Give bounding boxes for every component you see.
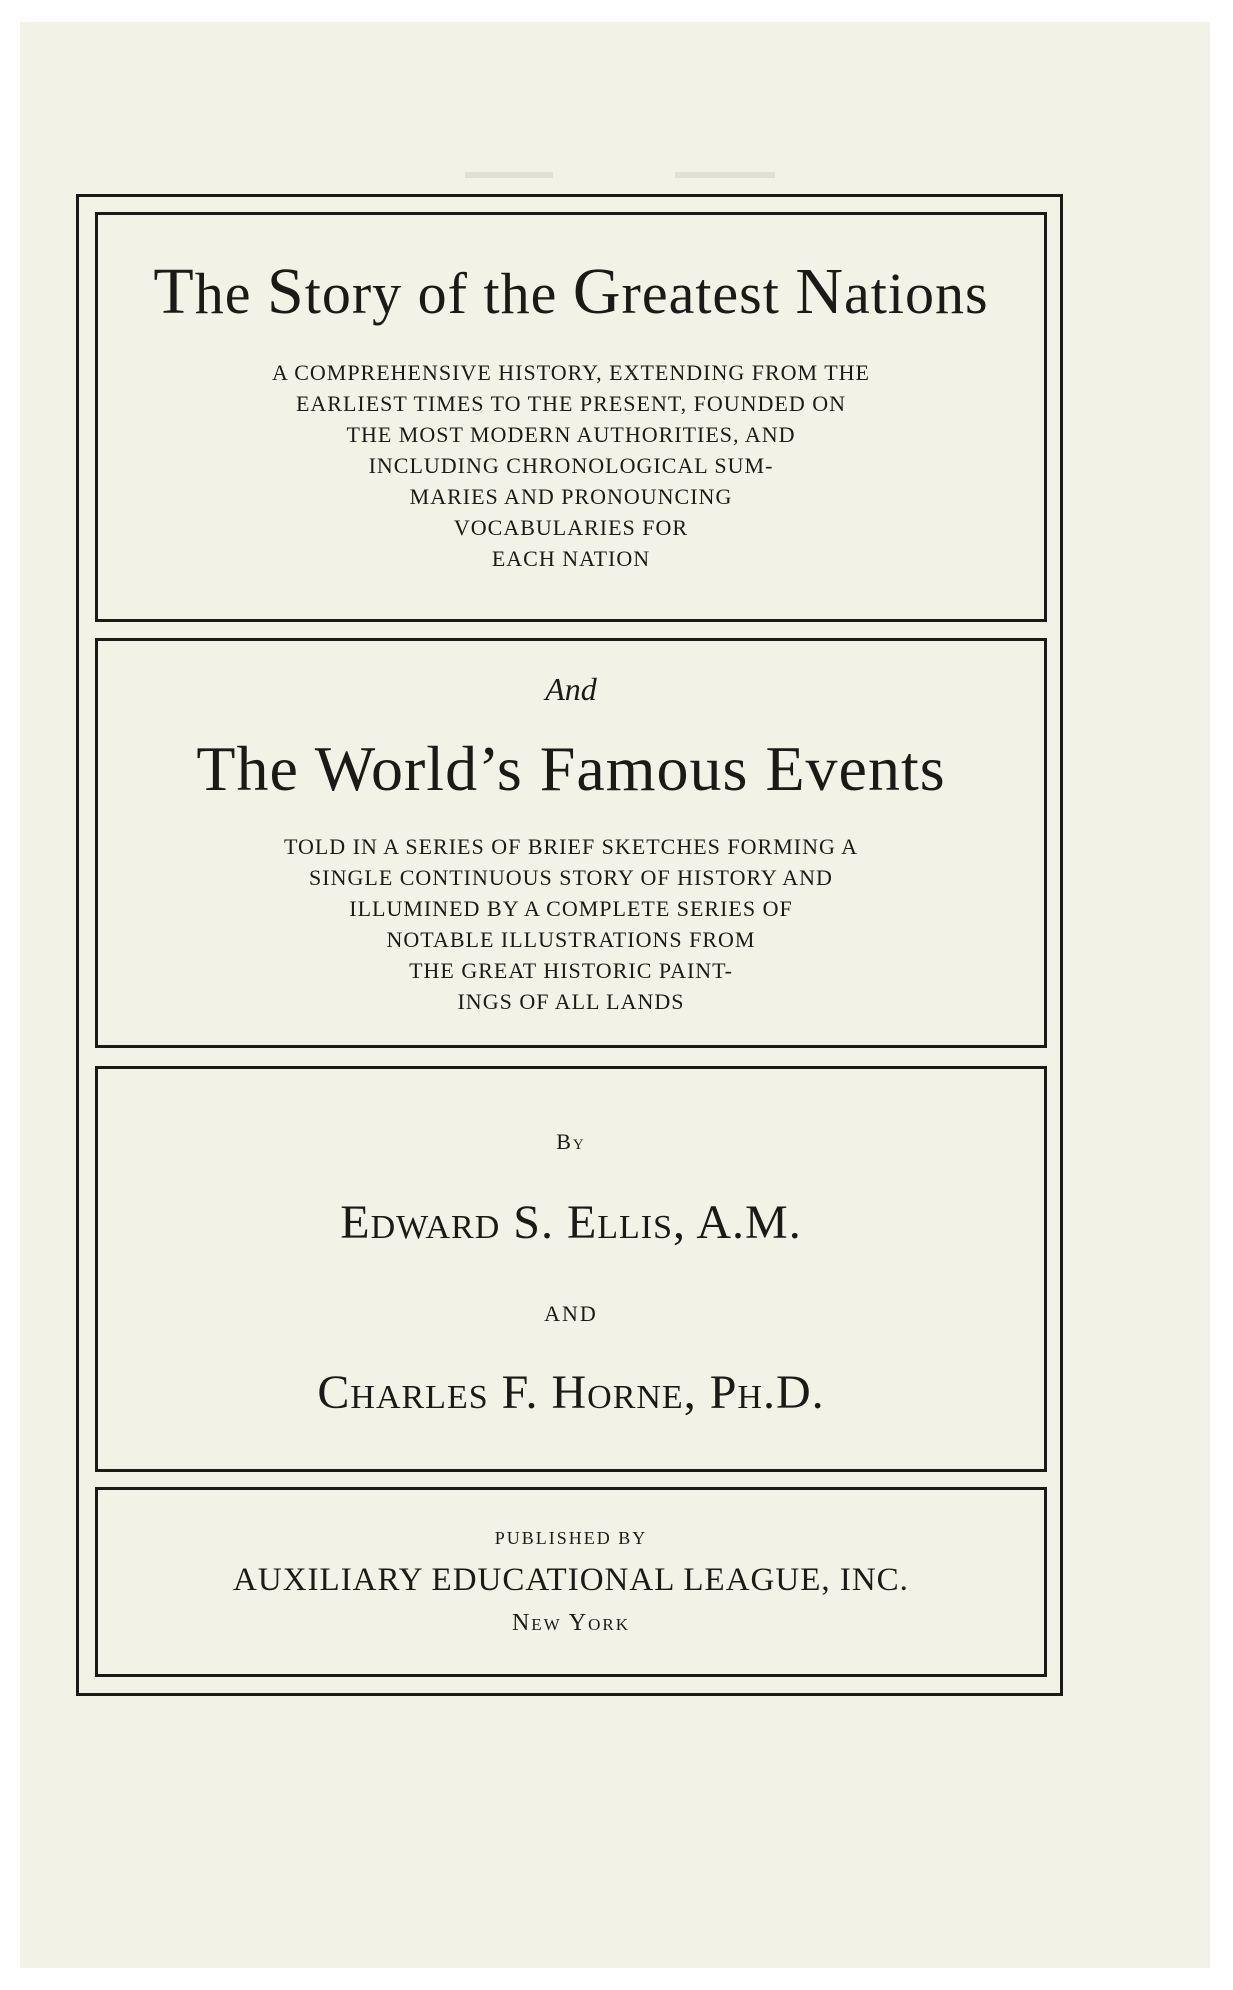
description-line: MARIES AND PRONOUNCING xyxy=(409,484,733,509)
description-line: ILLUMINED BY A COMPLETE SERIES OF xyxy=(349,896,793,921)
description-line: INGS OF ALL LANDS xyxy=(457,989,685,1014)
description-line: A COMPREHENSIVE HISTORY, EXTENDING FROM THE xyxy=(272,360,870,385)
and-connector: And xyxy=(545,671,597,707)
title-word: Greatest xyxy=(572,255,780,328)
description-line: THE MOST MODERN AUTHORITIES, AND xyxy=(346,422,796,447)
description-line: VOCABULARIES FOR xyxy=(453,515,689,540)
description-famous-events xyxy=(98,831,1044,1017)
description-line: SINGLE CONTINUOUS STORY OF HISTORY AND xyxy=(309,865,833,890)
title-greatest-nations xyxy=(98,255,1044,328)
author-horne: Charles F. Horne, Ph.D. xyxy=(317,1366,825,1419)
title-panel-famous-events xyxy=(95,638,1047,1048)
title-word: the xyxy=(483,261,558,326)
title-word: Nations xyxy=(795,255,989,328)
title-panel-greatest-nations xyxy=(95,212,1047,622)
and-label: AND xyxy=(544,1301,598,1326)
author-ellis: Edward S. Ellis, A.M. xyxy=(340,1196,802,1249)
description-line: EARLIEST TIMES TO THE PRESENT, FOUNDED ON xyxy=(295,391,847,416)
description-line: EACH NATION xyxy=(491,546,651,571)
authors-panel xyxy=(95,1066,1047,1472)
title-word: of xyxy=(417,261,468,326)
title-word: The xyxy=(153,255,252,328)
description-line: TOLD IN A SERIES OF BRIEF SKETCHES FORMING A xyxy=(283,834,859,859)
print-smudge-right xyxy=(675,172,775,178)
by-label: By xyxy=(556,1129,586,1154)
title-famous-events: The World’s Famous Events xyxy=(196,733,946,804)
title-word: Story xyxy=(267,255,403,328)
print-smudge-left xyxy=(465,172,553,178)
description-greatest-nations xyxy=(98,357,1044,574)
publisher-panel xyxy=(95,1487,1047,1677)
published-by-label: PUBLISHED BY xyxy=(494,1528,648,1548)
description-line: INCLUDING CHRONOLOGICAL SUM- xyxy=(368,453,774,478)
publisher-city: New York xyxy=(511,1610,631,1636)
publisher-name: AUXILIARY EDUCATIONAL LEAGUE, INC. xyxy=(233,1562,909,1598)
description-line: NOTABLE ILLUSTRATIONS FROM xyxy=(386,927,756,952)
description-line: THE GREAT HISTORIC PAINT- xyxy=(409,958,733,983)
